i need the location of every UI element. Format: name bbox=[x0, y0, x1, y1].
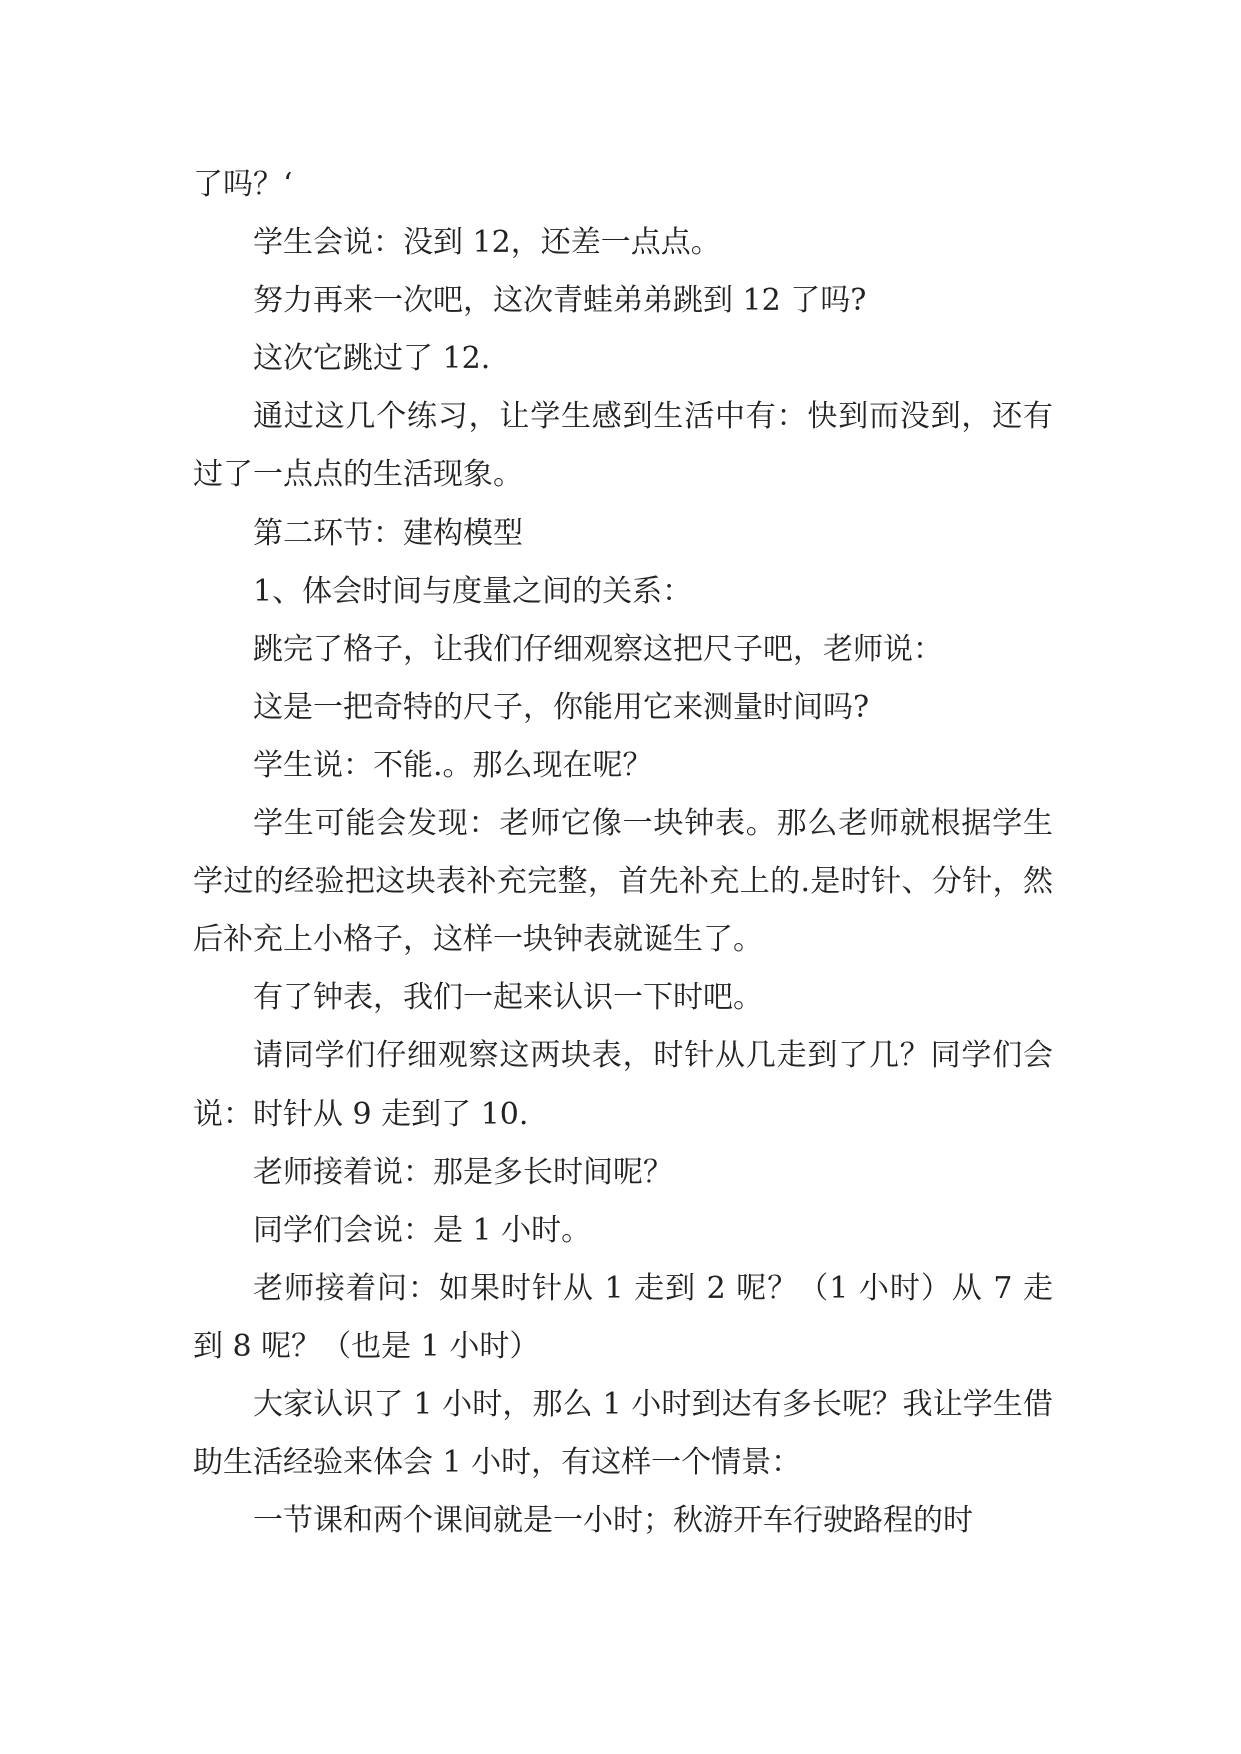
paragraph: 通过这几个练习，让学生感到生活中有：快到而没到，还有过了一点点的生活现象。 bbox=[193, 399, 1053, 493]
paragraph: 跳完了格子，让我们仔细观察这把尺子吧，老师说： bbox=[253, 631, 943, 667]
paragraph: 了吗？‘ bbox=[193, 167, 293, 202]
paragraph: 请同学们仔细观察这两块表，时针从几走到了几？同学们会说：时针从 9 走到了 10. bbox=[193, 1038, 1053, 1132]
paragraph: 努力再来一次吧，这次青蛙弟弟跳到 12 了吗? bbox=[253, 283, 867, 319]
paragraph: 老师接着问：如果时针从 1 走到 2 呢？（1 小时）从 7 走到 8 呢？（也是 1 小时） bbox=[193, 1270, 1053, 1364]
section-heading: 第二环节：建构模型 bbox=[253, 515, 523, 551]
paragraph: 一节课和两个课间就是一小时；秋游开车行驶路程的时 bbox=[253, 1503, 973, 1539]
paragraph: 这是一把奇特的尺子，你能用它来测量时间吗? bbox=[253, 689, 870, 725]
paragraph: 学生会说：没到 12，还差一点点。 bbox=[253, 225, 721, 261]
paragraph: 同学们会说：是 1 小时。 bbox=[253, 1212, 592, 1248]
subsection-heading: 1、体会时间与度量之间的关系： bbox=[253, 573, 693, 609]
document-body bbox=[193, 156, 1053, 1550]
paragraph: 老师接着说：那是多长时间呢？ bbox=[253, 1154, 673, 1190]
paragraph: 学生可能会发现：老师它像一块钟表。那么老师就根据学生学过的经验把这块表补充完整，首先补充上的.是时针、分针，然后补充上小格子，这样一块钟表就诞生了。 bbox=[193, 806, 1053, 958]
paragraph: 学生说：不能.。那么现在呢？ bbox=[253, 747, 653, 783]
paragraph: 大家认识了 1 小时，那么 1 小时到达有多长呢？我让学生借助生活经验来体会 1 小时，有这样一个情景： bbox=[193, 1386, 1053, 1481]
paragraph: 有了钟表，我们一起来认识一下时吧。 bbox=[253, 980, 763, 1016]
paragraph: 这次它跳过了 12. bbox=[253, 341, 491, 377]
